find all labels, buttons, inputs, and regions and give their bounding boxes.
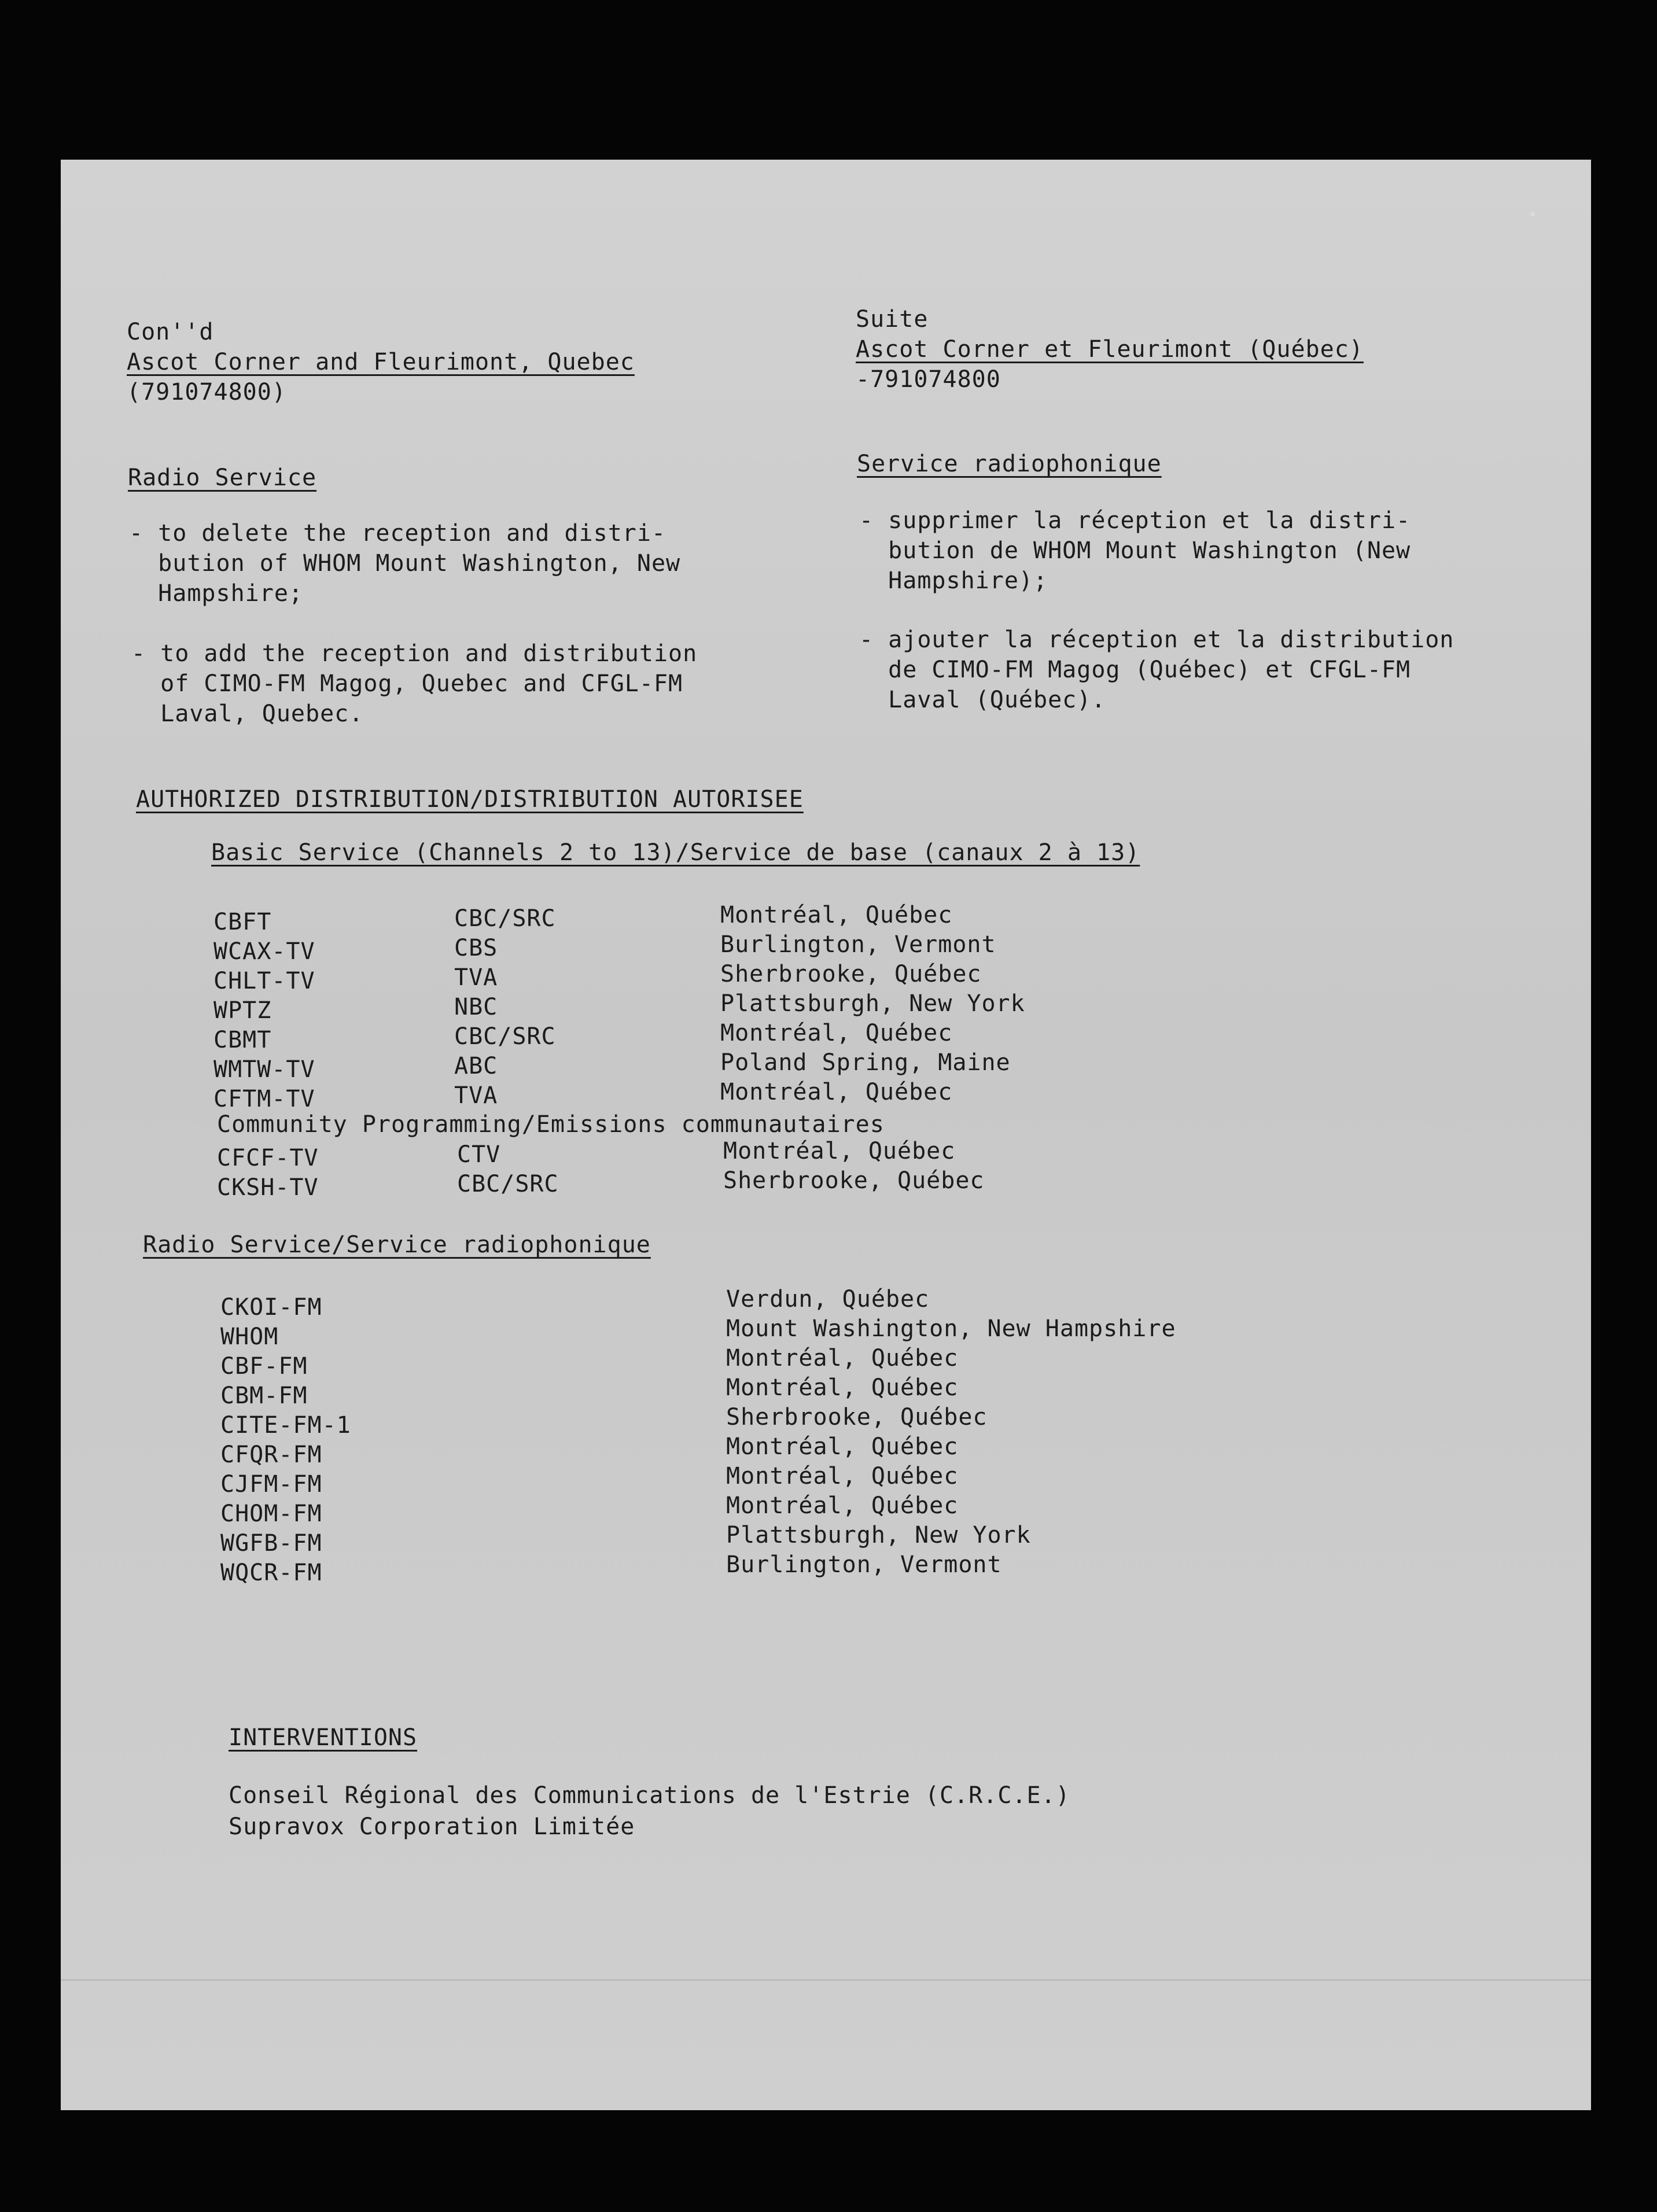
- fr-bullet1-line2: bution de WHOM Mount Washington (New: [859, 537, 1411, 564]
- basic-network: NBC: [454, 994, 498, 1020]
- basic-location: Sherbrooke, Québec: [723, 1167, 985, 1194]
- en-bullet1-line3: Hampshire;: [129, 580, 303, 607]
- authorized-distribution-heading: AUTHORIZED DISTRIBUTION/DISTRIBUTION AUTORISEE: [136, 786, 804, 813]
- english-title: Ascot Corner and Fleurimont, Quebec: [127, 349, 635, 375]
- basic-network: CBC/SRC: [454, 1023, 556, 1050]
- en-bullet2-line2: of CIMO-FM Magog, Quebec and CFGL-FM: [131, 670, 683, 697]
- fr-bullet1-line1: - supprimer la réception et la distri-: [859, 507, 1411, 534]
- radio-service-heading: Radio Service: [128, 464, 317, 491]
- basic-network: CBS: [454, 935, 498, 961]
- radio-call: WGFB-FM: [220, 1530, 322, 1557]
- contd-label: Con''d: [127, 319, 214, 345]
- basic-call: WPTZ: [213, 997, 272, 1024]
- basic-call: CBMT: [213, 1027, 272, 1053]
- interventions-heading: INTERVENTIONS: [229, 1724, 418, 1751]
- en-bullet2-line3: Laval, Quebec.: [131, 701, 364, 727]
- basic-location: Burlington, Vermont: [720, 931, 996, 958]
- basic-call: CKSH-TV: [217, 1174, 319, 1201]
- basic-service-heading: Basic Service (Channels 2 to 13)/Service de base (canaux 2 à 13): [211, 839, 1140, 866]
- basic-network: CBC/SRC: [454, 905, 556, 932]
- speck: [1530, 212, 1535, 216]
- fr-bullet2-line1: - ajouter la réception et la distribution: [859, 626, 1455, 653]
- radio-service-list-heading: Radio Service/Service radiophonique: [143, 1232, 651, 1258]
- document-page: [61, 160, 1591, 2110]
- radio-call: CITE-FM-1: [220, 1412, 351, 1439]
- basic-call: WCAX-TV: [213, 938, 315, 965]
- radio-call: CFQR-FM: [220, 1442, 322, 1468]
- radio-location: Montréal, Québec: [726, 1463, 959, 1490]
- radio-location: Plattsburgh, New York: [726, 1522, 1031, 1549]
- english-file-number: (791074800): [127, 379, 286, 405]
- fr-bullet2-line2: de CIMO-FM Magog (Québec) et CFGL-FM: [859, 657, 1411, 683]
- basic-call: CFCF-TV: [217, 1145, 319, 1171]
- basic-network: CTV: [457, 1141, 501, 1168]
- basic-network: CBC/SRC: [457, 1171, 559, 1197]
- en-bullet1-line2: bution of WHOM Mount Washington, New: [129, 550, 681, 577]
- basic-location: Sherbrooke, Québec: [720, 961, 982, 987]
- radio-location: Montréal, Québec: [726, 1345, 959, 1372]
- basic-network: ABC: [454, 1053, 498, 1079]
- service-radiophonique-heading: Service radiophonique: [857, 451, 1162, 477]
- community-programming-label: Community Programming/Emissions communautaires: [217, 1111, 885, 1138]
- basic-location: Montréal, Québec: [720, 1079, 953, 1105]
- radio-location: Montréal, Québec: [726, 1492, 959, 1519]
- suite-label: Suite: [856, 306, 929, 333]
- french-file-number: -791074800: [856, 366, 1001, 393]
- intervention-item: Supravox Corporation Limitée: [229, 1813, 635, 1840]
- en-bullet2-line1: - to add the reception and distribution: [131, 640, 698, 667]
- basic-location: Montréal, Québec: [723, 1138, 956, 1164]
- basic-call: CHLT-TV: [213, 968, 315, 994]
- radio-call: CBF-FM: [220, 1353, 308, 1380]
- basic-call: WMTW-TV: [213, 1056, 315, 1083]
- intervention-item: Conseil Régional des Communications de l'Estrie (C.R.C.E.): [229, 1782, 1070, 1809]
- radio-location: Mount Washington, New Hampshire: [726, 1315, 1176, 1342]
- radio-location: Sherbrooke, Québec: [726, 1404, 988, 1431]
- basic-location: Plattsburgh, New York: [720, 990, 1025, 1017]
- radio-location: Burlington, Vermont: [726, 1551, 1002, 1578]
- radio-call: WHOM: [220, 1323, 279, 1350]
- en-bullet1-line1: - to delete the reception and distri-: [129, 520, 667, 547]
- radio-call: CJFM-FM: [220, 1471, 322, 1498]
- basic-network: TVA: [454, 964, 498, 991]
- basic-call: CBFT: [213, 909, 272, 935]
- fr-bullet1-line3: Hampshire);: [859, 567, 1048, 594]
- basic-location: Montréal, Québec: [720, 902, 953, 928]
- basic-location: Montréal, Québec: [720, 1020, 953, 1046]
- radio-call: CHOM-FM: [220, 1501, 322, 1527]
- basic-call: CFTM-TV: [213, 1086, 315, 1112]
- radio-location: Montréal, Québec: [726, 1374, 959, 1401]
- radio-location: Montréal, Québec: [726, 1433, 959, 1460]
- french-title: Ascot Corner et Fleurimont (Québec): [856, 336, 1364, 363]
- fr-bullet2-line3: Laval (Québec).: [859, 687, 1106, 713]
- radio-call: CBM-FM: [220, 1383, 308, 1409]
- basic-location: Poland Spring, Maine: [720, 1049, 1011, 1076]
- radio-call: CKOI-FM: [220, 1294, 322, 1321]
- basic-network: TVA: [454, 1082, 498, 1109]
- radio-call: WQCR-FM: [220, 1560, 322, 1586]
- radio-location: Verdun, Québec: [726, 1286, 930, 1313]
